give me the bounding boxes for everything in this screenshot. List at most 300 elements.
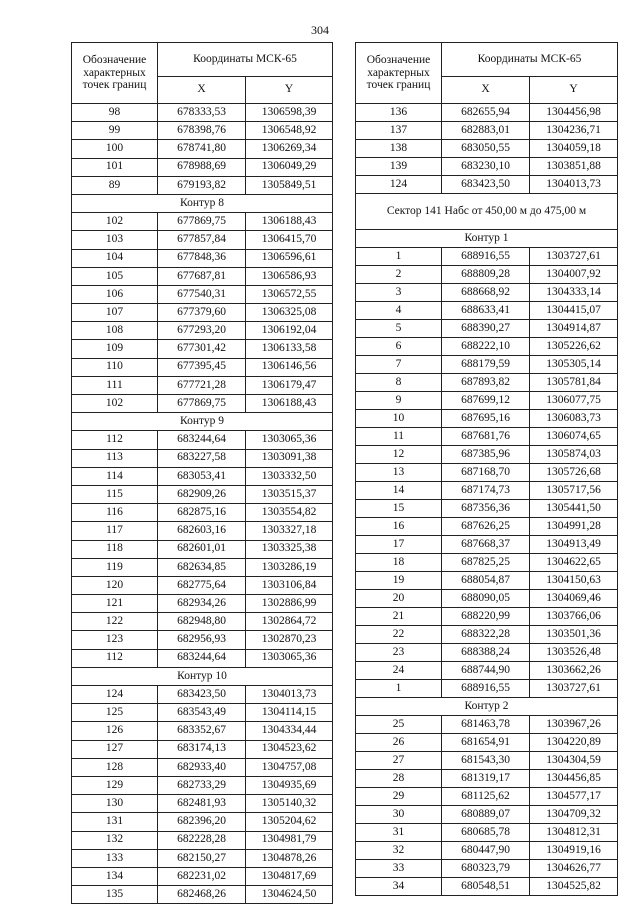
x-coordinate-cell: 677395,45 <box>158 358 246 376</box>
table-row <box>356 536 618 554</box>
y-coordinate-cell: 1306325,08 <box>246 304 333 322</box>
y-coordinate-cell: 1302870,23 <box>246 631 333 649</box>
point-number-cell: 32 <box>356 842 442 860</box>
section-row <box>356 230 618 248</box>
table-row <box>72 740 333 758</box>
y-coordinate-cell: 1306188,43 <box>246 395 333 413</box>
table-row <box>72 340 333 358</box>
point-number-cell: 125 <box>72 704 158 722</box>
x-coordinate-cell: 682634,85 <box>158 558 246 576</box>
y-coordinate-cell: 1303526,48 <box>530 644 618 662</box>
point-number-cell: 121 <box>72 595 158 613</box>
y-coordinate-cell: 1303967,26 <box>530 716 618 734</box>
x-coordinate-cell: 677857,84 <box>158 231 246 249</box>
x-coordinate-cell: 687825,25 <box>442 554 530 572</box>
y-coordinate-cell: 1303851,88 <box>530 158 618 176</box>
x-coordinate-cell: 683053,41 <box>158 467 246 485</box>
x-coordinate-cell: 683423,50 <box>442 176 530 194</box>
x-coordinate-cell: 677540,31 <box>158 285 246 303</box>
point-number-cell: 137 <box>356 122 442 140</box>
point-number-cell: 109 <box>72 340 158 358</box>
y-coordinate-cell: 1304334,44 <box>246 722 333 740</box>
point-number-cell: 15 <box>356 500 442 518</box>
section-row <box>72 413 333 431</box>
section-title: Сектор 141 Набс от 450,00 м до 475,00 м <box>356 194 618 230</box>
table-row <box>72 704 333 722</box>
x-coordinate-cell: 682883,01 <box>442 122 530 140</box>
x-coordinate-cell: 682775,64 <box>158 576 246 594</box>
table-row <box>72 449 333 467</box>
point-number-cell: 127 <box>72 740 158 758</box>
table-row <box>72 176 333 194</box>
table-row <box>356 806 618 824</box>
x-coordinate-cell: 677848,36 <box>158 249 246 267</box>
point-number-cell: 111 <box>72 376 158 394</box>
y-coordinate-cell: 1305226,62 <box>530 338 618 356</box>
point-number-cell: 89 <box>72 176 158 194</box>
point-number-cell: 128 <box>72 758 158 776</box>
point-number-cell: 113 <box>72 449 158 467</box>
y-coordinate-cell: 1303766,06 <box>530 608 618 626</box>
section-title: Контур 8 <box>72 194 333 212</box>
x-coordinate-cell: 687699,12 <box>442 392 530 410</box>
x-coordinate-cell: 682948,80 <box>158 613 246 631</box>
y-coordinate-cell: 1304624,50 <box>246 886 333 904</box>
section-row <box>72 194 333 212</box>
y-coordinate-cell: 1303662,26 <box>530 662 618 680</box>
y-coordinate-cell: 1304878,26 <box>246 849 333 867</box>
x-coordinate-cell: 687356,36 <box>442 500 530 518</box>
y-coordinate-cell: 1303501,36 <box>530 626 618 644</box>
x-coordinate-cell: 683423,50 <box>158 686 246 704</box>
point-number-cell: 17 <box>356 536 442 554</box>
table-row <box>356 608 618 626</box>
x-coordinate-cell: 688668,92 <box>442 284 530 302</box>
x-coordinate-cell: 677721,28 <box>158 376 246 394</box>
y-coordinate-cell: 1304114,15 <box>246 704 333 722</box>
point-number-cell: 135 <box>72 886 158 904</box>
point-number-cell: 6 <box>356 338 442 356</box>
point-number-cell: 7 <box>356 356 442 374</box>
point-number-cell: 120 <box>72 576 158 594</box>
point-number-cell: 27 <box>356 752 442 770</box>
point-number-cell: 116 <box>72 504 158 522</box>
point-number-cell: 124 <box>356 176 442 194</box>
point-number-cell: 21 <box>356 608 442 626</box>
table-row <box>72 776 333 794</box>
table-row <box>72 504 333 522</box>
table-row <box>356 680 618 698</box>
table-row <box>72 140 333 158</box>
y-coordinate-cell: 1304415,07 <box>530 302 618 320</box>
x-coordinate-cell: 687385,96 <box>442 446 530 464</box>
x-coordinate-cell: 688916,55 <box>442 248 530 266</box>
y-coordinate-cell: 1303065,36 <box>246 431 333 449</box>
x-coordinate-cell: 688633,41 <box>442 302 530 320</box>
table-row <box>356 392 618 410</box>
table-row <box>72 485 333 503</box>
table-row <box>72 758 333 776</box>
y-coordinate-cell: 1304456,85 <box>530 770 618 788</box>
point-number-cell: 112 <box>72 649 158 667</box>
designation-header: Обозначение характерных точек границ <box>72 43 158 104</box>
point-number-cell: 104 <box>72 249 158 267</box>
table-row <box>356 428 618 446</box>
point-number-cell: 31 <box>356 824 442 842</box>
point-number-cell: 10 <box>356 410 442 428</box>
x-coordinate-cell: 677869,75 <box>158 395 246 413</box>
x-coordinate-cell: 687168,70 <box>442 464 530 482</box>
table-row <box>356 842 618 860</box>
section-row <box>356 698 618 716</box>
x-coordinate-cell: 688090,05 <box>442 590 530 608</box>
x-coordinate-cell: 688744,90 <box>442 662 530 680</box>
x-coordinate-cell: 678741,80 <box>158 140 246 158</box>
y-coordinate-cell: 1306415,70 <box>246 231 333 249</box>
y-coordinate-cell: 1303106,84 <box>246 576 333 594</box>
y-coordinate-cell: 1306269,34 <box>246 140 333 158</box>
y-coordinate-cell: 1306077,75 <box>530 392 618 410</box>
table-row <box>72 540 333 558</box>
table-row <box>356 644 618 662</box>
y-coordinate-cell: 1304150,63 <box>530 572 618 590</box>
x-coordinate-cell: 680548,51 <box>442 878 530 896</box>
y-coordinate-cell: 1303286,19 <box>246 558 333 576</box>
table-row <box>356 662 618 680</box>
y-coordinate-cell: 1305781,84 <box>530 374 618 392</box>
x-coordinate-cell: 682655,94 <box>442 104 530 122</box>
table-row <box>356 860 618 878</box>
x-coordinate-cell: 687668,37 <box>442 536 530 554</box>
x-coordinate-cell: 681463,78 <box>442 716 530 734</box>
point-number-cell: 24 <box>356 662 442 680</box>
table-row <box>356 572 618 590</box>
table-row <box>356 734 618 752</box>
point-number-cell: 98 <box>72 104 158 122</box>
table-row <box>356 356 618 374</box>
y-coordinate-cell: 1304577,17 <box>530 788 618 806</box>
x-coordinate-cell: 682481,93 <box>158 795 246 813</box>
point-number-cell: 132 <box>72 831 158 849</box>
x-coordinate-cell: 687695,16 <box>442 410 530 428</box>
x-coordinate-cell: 681543,30 <box>442 752 530 770</box>
point-number-cell: 11 <box>356 428 442 446</box>
x-coordinate-cell: 679193,82 <box>158 176 246 194</box>
point-number-cell: 29 <box>356 788 442 806</box>
y-coordinate-cell: 1306074,65 <box>530 428 618 446</box>
x-coordinate-cell: 683050,55 <box>442 140 530 158</box>
y-coordinate-cell: 1306548,92 <box>246 122 333 140</box>
point-number-cell: 3 <box>356 284 442 302</box>
y-coordinate-cell: 1303327,18 <box>246 522 333 540</box>
x-coordinate-cell: 688220,99 <box>442 608 530 626</box>
x-coordinate-cell: 688809,28 <box>442 266 530 284</box>
y-coordinate-cell: 1304069,46 <box>530 590 618 608</box>
table-row <box>72 322 333 340</box>
y-coordinate-cell: 1305204,62 <box>246 813 333 831</box>
point-number-cell: 133 <box>72 849 158 867</box>
x-coordinate-cell: 683244,64 <box>158 649 246 667</box>
y-coordinate-cell: 1304981,79 <box>246 831 333 849</box>
x-coordinate-cell: 682956,93 <box>158 631 246 649</box>
table-row <box>356 770 618 788</box>
y-coordinate-cell: 1304333,14 <box>530 284 618 302</box>
y-coordinate-cell: 1302886,99 <box>246 595 333 613</box>
x-coordinate-cell: 683230,10 <box>442 158 530 176</box>
coordinates-table-left <box>71 42 333 904</box>
y-coordinate-cell: 1304991,28 <box>530 518 618 536</box>
table-row <box>356 248 618 266</box>
x-coordinate-cell: 682934,26 <box>158 595 246 613</box>
table-row <box>72 122 333 140</box>
x-coordinate-cell: 687681,76 <box>442 428 530 446</box>
table-row <box>356 482 618 500</box>
table-row <box>356 374 618 392</box>
section-title: Контур 9 <box>72 413 333 431</box>
x-coordinate-cell: 681654,91 <box>442 734 530 752</box>
x-coordinate-cell: 682150,27 <box>158 849 246 867</box>
point-number-cell: 13 <box>356 464 442 482</box>
point-number-cell: 112 <box>72 431 158 449</box>
y-coordinate-cell: 1304007,92 <box>530 266 618 284</box>
x-column-header: X <box>158 77 246 104</box>
x-coordinate-cell: 677301,42 <box>158 340 246 358</box>
y-coordinate-cell: 1303515,37 <box>246 485 333 503</box>
x-coordinate-cell: 678398,76 <box>158 122 246 140</box>
x-coordinate-cell: 682231,02 <box>158 867 246 885</box>
x-coordinate-cell: 683543,49 <box>158 704 246 722</box>
x-coordinate-cell: 681125,62 <box>442 788 530 806</box>
table-row <box>72 722 333 740</box>
point-number-cell: 9 <box>356 392 442 410</box>
table-row <box>72 158 333 176</box>
x-coordinate-cell: 688388,24 <box>442 644 530 662</box>
x-coordinate-cell: 682875,16 <box>158 504 246 522</box>
x-column-header: X <box>442 77 530 104</box>
x-coordinate-cell: 680323,79 <box>442 860 530 878</box>
point-number-cell: 2 <box>356 266 442 284</box>
table-row <box>356 788 618 806</box>
coordinates-header: Координаты МСК-65 <box>442 43 618 77</box>
point-number-cell: 102 <box>72 213 158 231</box>
x-coordinate-cell: 682933,40 <box>158 758 246 776</box>
y-coordinate-cell: 1306596,61 <box>246 249 333 267</box>
table-row <box>356 464 618 482</box>
point-number-cell: 114 <box>72 467 158 485</box>
y-column-header: Y <box>246 77 333 104</box>
y-coordinate-cell: 1304523,62 <box>246 740 333 758</box>
x-coordinate-cell: 687174,73 <box>442 482 530 500</box>
point-number-cell: 99 <box>72 122 158 140</box>
x-coordinate-cell: 688179,59 <box>442 356 530 374</box>
y-coordinate-cell: 1306083,73 <box>530 410 618 428</box>
y-coordinate-cell: 1304525,82 <box>530 878 618 896</box>
y-coordinate-cell: 1304919,16 <box>530 842 618 860</box>
point-number-cell: 123 <box>72 631 158 649</box>
x-coordinate-cell: 677869,75 <box>158 213 246 231</box>
table-row <box>356 320 618 338</box>
y-coordinate-cell: 1304304,59 <box>530 752 618 770</box>
x-coordinate-cell: 683227,58 <box>158 449 246 467</box>
x-coordinate-cell: 687893,82 <box>442 374 530 392</box>
x-coordinate-cell: 680685,78 <box>442 824 530 842</box>
table-row <box>356 176 618 194</box>
section-row <box>356 194 618 230</box>
point-number-cell: 106 <box>72 285 158 303</box>
table-row <box>356 878 618 896</box>
coordinates-header: Координаты МСК-65 <box>158 43 333 77</box>
point-number-cell: 118 <box>72 540 158 558</box>
x-coordinate-cell: 682601,01 <box>158 540 246 558</box>
point-number-cell: 138 <box>356 140 442 158</box>
x-coordinate-cell: 680447,90 <box>442 842 530 860</box>
x-coordinate-cell: 688054,87 <box>442 572 530 590</box>
point-number-cell: 130 <box>72 795 158 813</box>
y-coordinate-cell: 1306572,55 <box>246 285 333 303</box>
y-coordinate-cell: 1302864,72 <box>246 613 333 631</box>
x-coordinate-cell: 683244,64 <box>158 431 246 449</box>
point-number-cell: 4 <box>356 302 442 320</box>
x-coordinate-cell: 683174,13 <box>158 740 246 758</box>
point-number-cell: 136 <box>356 104 442 122</box>
point-number-cell: 122 <box>72 613 158 631</box>
y-coordinate-cell: 1304456,98 <box>530 104 618 122</box>
table-row <box>356 410 618 428</box>
y-coordinate-cell: 1304059,18 <box>530 140 618 158</box>
point-number-cell: 14 <box>356 482 442 500</box>
table-row <box>72 813 333 831</box>
point-number-cell: 117 <box>72 522 158 540</box>
y-coordinate-cell: 1303554,82 <box>246 504 333 522</box>
point-number-cell: 16 <box>356 518 442 536</box>
table-row <box>356 518 618 536</box>
table-row <box>356 302 618 320</box>
y-coordinate-cell: 1304622,65 <box>530 554 618 572</box>
table-row <box>72 104 333 122</box>
point-number-cell: 101 <box>72 158 158 176</box>
point-number-cell: 22 <box>356 626 442 644</box>
table-row <box>356 284 618 302</box>
table-row <box>356 158 618 176</box>
section-title: Контур 1 <box>356 230 618 248</box>
table-row <box>356 590 618 608</box>
point-number-cell: 28 <box>356 770 442 788</box>
table-row <box>356 716 618 734</box>
y-coordinate-cell: 1303065,36 <box>246 649 333 667</box>
table-row <box>72 249 333 267</box>
x-coordinate-cell: 688322,28 <box>442 626 530 644</box>
table-row <box>356 446 618 464</box>
table-row <box>72 376 333 394</box>
table-row <box>356 104 618 122</box>
point-number-cell: 8 <box>356 374 442 392</box>
table-row <box>356 824 618 842</box>
y-coordinate-cell: 1304236,71 <box>530 122 618 140</box>
table-row <box>72 522 333 540</box>
point-number-cell: 100 <box>72 140 158 158</box>
point-number-cell: 105 <box>72 267 158 285</box>
designation-header: Обозначение характерных точек границ <box>356 43 442 104</box>
x-coordinate-cell: 682909,26 <box>158 485 246 503</box>
y-coordinate-cell: 1306188,43 <box>246 213 333 231</box>
y-coordinate-cell: 1304914,87 <box>530 320 618 338</box>
point-number-cell: 23 <box>356 644 442 662</box>
point-number-cell: 131 <box>72 813 158 831</box>
y-coordinate-cell: 1306146,56 <box>246 358 333 376</box>
point-number-cell: 33 <box>356 860 442 878</box>
point-number-cell: 18 <box>356 554 442 572</box>
table-row <box>72 831 333 849</box>
y-coordinate-cell: 1303325,38 <box>246 540 333 558</box>
y-coordinate-cell: 1305849,51 <box>246 176 333 194</box>
y-coordinate-cell: 1304913,49 <box>530 536 618 554</box>
table-row <box>356 626 618 644</box>
table-row <box>72 649 333 667</box>
point-number-cell: 34 <box>356 878 442 896</box>
y-column-header: Y <box>530 77 618 104</box>
y-coordinate-cell: 1306192,04 <box>246 322 333 340</box>
y-coordinate-cell: 1304013,73 <box>246 686 333 704</box>
point-number-cell: 107 <box>72 304 158 322</box>
point-number-cell: 134 <box>72 867 158 885</box>
table-row <box>72 849 333 867</box>
table-row <box>72 213 333 231</box>
table-row <box>72 886 333 904</box>
point-number-cell: 1 <box>356 680 442 698</box>
x-coordinate-cell: 683352,67 <box>158 722 246 740</box>
x-coordinate-cell: 687626,25 <box>442 518 530 536</box>
point-number-cell: 110 <box>72 358 158 376</box>
table-row <box>72 467 333 485</box>
y-coordinate-cell: 1303091,38 <box>246 449 333 467</box>
table-row <box>72 231 333 249</box>
x-coordinate-cell: 682733,29 <box>158 776 246 794</box>
table-row <box>356 122 618 140</box>
y-coordinate-cell: 1304817,69 <box>246 867 333 885</box>
y-coordinate-cell: 1304013,73 <box>530 176 618 194</box>
table-row <box>356 500 618 518</box>
table-row <box>72 867 333 885</box>
x-coordinate-cell: 682228,28 <box>158 831 246 849</box>
y-coordinate-cell: 1306598,39 <box>246 104 333 122</box>
x-coordinate-cell: 688222,10 <box>442 338 530 356</box>
x-coordinate-cell: 681319,17 <box>442 770 530 788</box>
table-row <box>72 267 333 285</box>
table-row <box>72 285 333 303</box>
table-row <box>72 431 333 449</box>
x-coordinate-cell: 680889,07 <box>442 806 530 824</box>
point-number-cell: 102 <box>72 395 158 413</box>
point-number-cell: 20 <box>356 590 442 608</box>
x-coordinate-cell: 678988,69 <box>158 158 246 176</box>
table-row <box>356 752 618 770</box>
point-number-cell: 126 <box>72 722 158 740</box>
page-number: 304 <box>311 23 329 37</box>
y-coordinate-cell: 1305305,14 <box>530 356 618 374</box>
y-coordinate-cell: 1305441,50 <box>530 500 618 518</box>
point-number-cell: 124 <box>72 686 158 704</box>
y-coordinate-cell: 1306049,29 <box>246 158 333 176</box>
point-number-cell: 25 <box>356 716 442 734</box>
point-number-cell: 1 <box>356 248 442 266</box>
table-row <box>356 338 618 356</box>
y-coordinate-cell: 1304626,77 <box>530 860 618 878</box>
y-coordinate-cell: 1304812,31 <box>530 824 618 842</box>
table-row <box>72 613 333 631</box>
table-row <box>72 795 333 813</box>
point-number-cell: 5 <box>356 320 442 338</box>
table-row <box>356 140 618 158</box>
